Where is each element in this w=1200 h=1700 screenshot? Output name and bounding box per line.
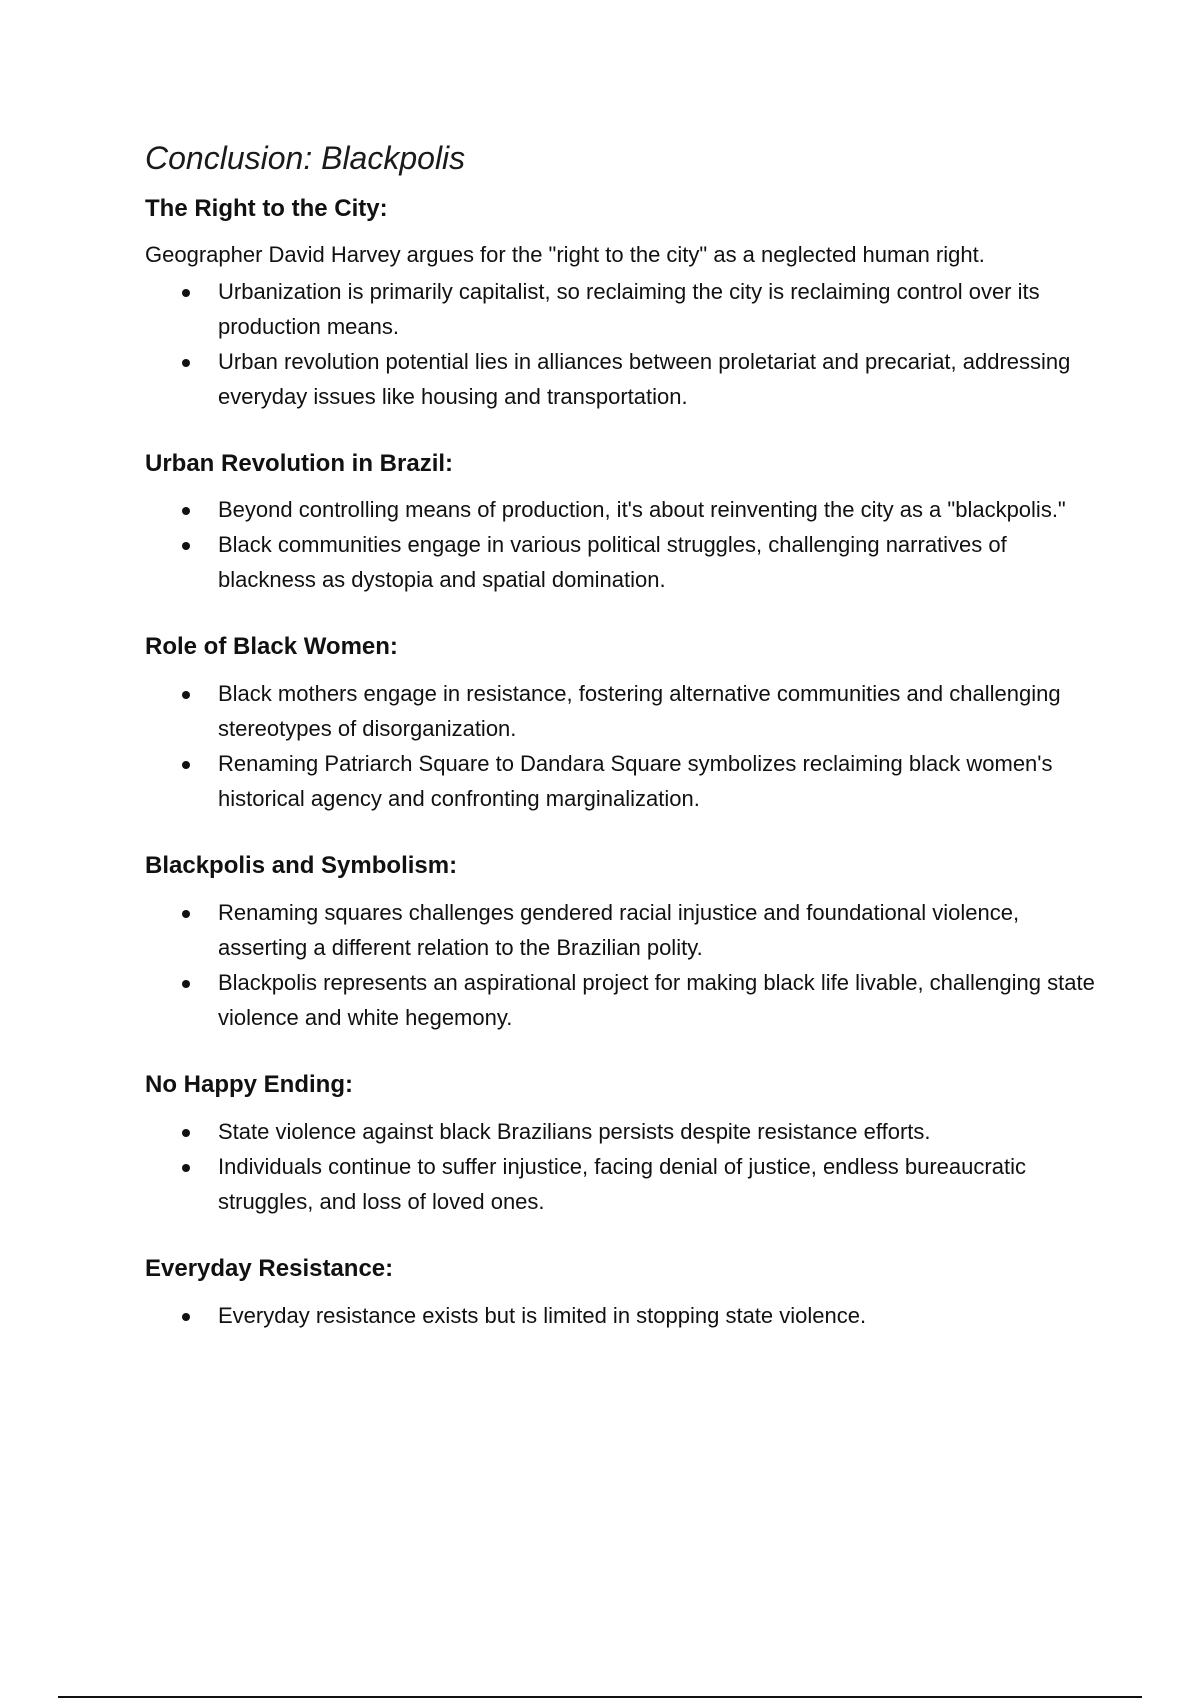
list-item xyxy=(145,1298,1105,1333)
section-heading: Urban Revolution in Brazil: xyxy=(145,449,454,477)
bullet-list xyxy=(145,1298,1105,1333)
list-item-text: Urban revolution potential lies in alliances between proletariat and precariat, addressing everyday issues like housing and transportation. xyxy=(218,348,1071,409)
bullet-icon xyxy=(182,507,190,515)
list-item xyxy=(145,676,1105,746)
bullet-icon xyxy=(182,910,190,918)
section-heading: The Right to the City: xyxy=(145,194,388,222)
bullet-icon xyxy=(182,691,190,699)
list-item xyxy=(145,746,1105,816)
section-urban-revolution xyxy=(145,450,1105,598)
list-item-text: Black mothers engage in resistance, fostering alternative communities and challenging stereotypes of disorganization. xyxy=(218,681,1061,742)
document-title: Conclusion: Blackpolis xyxy=(145,140,466,176)
section-heading: Role of Black Women: xyxy=(145,633,398,661)
list-item-text: Beyond controlling means of production, it's about reinventing the city as a "blackpolis." xyxy=(218,497,1066,523)
bullet-list xyxy=(145,274,1105,414)
section-heading: Everyday Resistance: xyxy=(145,1254,394,1282)
bullet-icon xyxy=(182,1313,190,1321)
list-item-text: Everyday resistance exists but is limited in stopping state violence. xyxy=(218,1302,867,1328)
bullet-icon xyxy=(182,761,190,769)
bullet-icon xyxy=(182,1129,190,1137)
list-item-text: Black communities engage in various political struggles, challenging narratives of blackness as dystopia and spatial domination. xyxy=(218,532,1007,593)
list-item xyxy=(145,492,1105,527)
list-item-text: Renaming squares challenges gendered racial injustice and foundational violence, asserting a different relation to the Brazilian polity. xyxy=(218,899,1020,960)
section-intro: Geographer David Harvey argues for the "right to the city" as a neglected human right. xyxy=(145,241,985,267)
list-item xyxy=(145,1149,1105,1219)
list-item xyxy=(145,965,1105,1035)
bullet-icon xyxy=(182,1164,190,1172)
section-black-women xyxy=(145,633,1105,816)
document-page xyxy=(145,140,1105,1333)
bullet-icon xyxy=(182,359,190,367)
list-item-text: Blackpolis represents an aspirational project for making black life livable, challenging state violence and white hegemony. xyxy=(218,969,1095,1030)
section-everyday-resistance xyxy=(145,1255,1105,1333)
list-item xyxy=(145,344,1105,414)
section-heading: Blackpolis and Symbolism: xyxy=(145,852,458,880)
section-right-to-city xyxy=(145,195,1105,414)
bullet-list xyxy=(145,492,1105,597)
section-heading: No Happy Ending: xyxy=(145,1070,353,1098)
list-item xyxy=(145,1114,1105,1149)
bullet-icon xyxy=(182,542,190,550)
section-blackpolis-symbolism xyxy=(145,852,1105,1035)
list-item-text: Individuals continue to suffer injustice, facing denial of justice, endless bureaucratic struggles, and loss of loved ones. xyxy=(218,1153,1026,1214)
footer-divider xyxy=(58,1696,1142,1698)
list-item xyxy=(145,274,1105,344)
bullet-list xyxy=(145,1114,1105,1219)
section-no-happy-ending xyxy=(145,1071,1105,1219)
list-item-text: Urbanization is primarily capitalist, so reclaiming the city is reclaiming control over its production means. xyxy=(218,278,1040,339)
list-item-text: State violence against black Brazilians persists despite resistance efforts. xyxy=(218,1118,931,1144)
bullet-icon xyxy=(182,980,190,988)
list-item xyxy=(145,527,1105,597)
list-item-text: Renaming Patriarch Square to Dandara Square symbolizes reclaiming black women's historical agency and confronting marginalization. xyxy=(218,751,1053,812)
bullet-list xyxy=(145,676,1105,816)
bullet-list xyxy=(145,895,1105,1035)
bullet-icon xyxy=(182,289,190,297)
list-item xyxy=(145,895,1105,965)
